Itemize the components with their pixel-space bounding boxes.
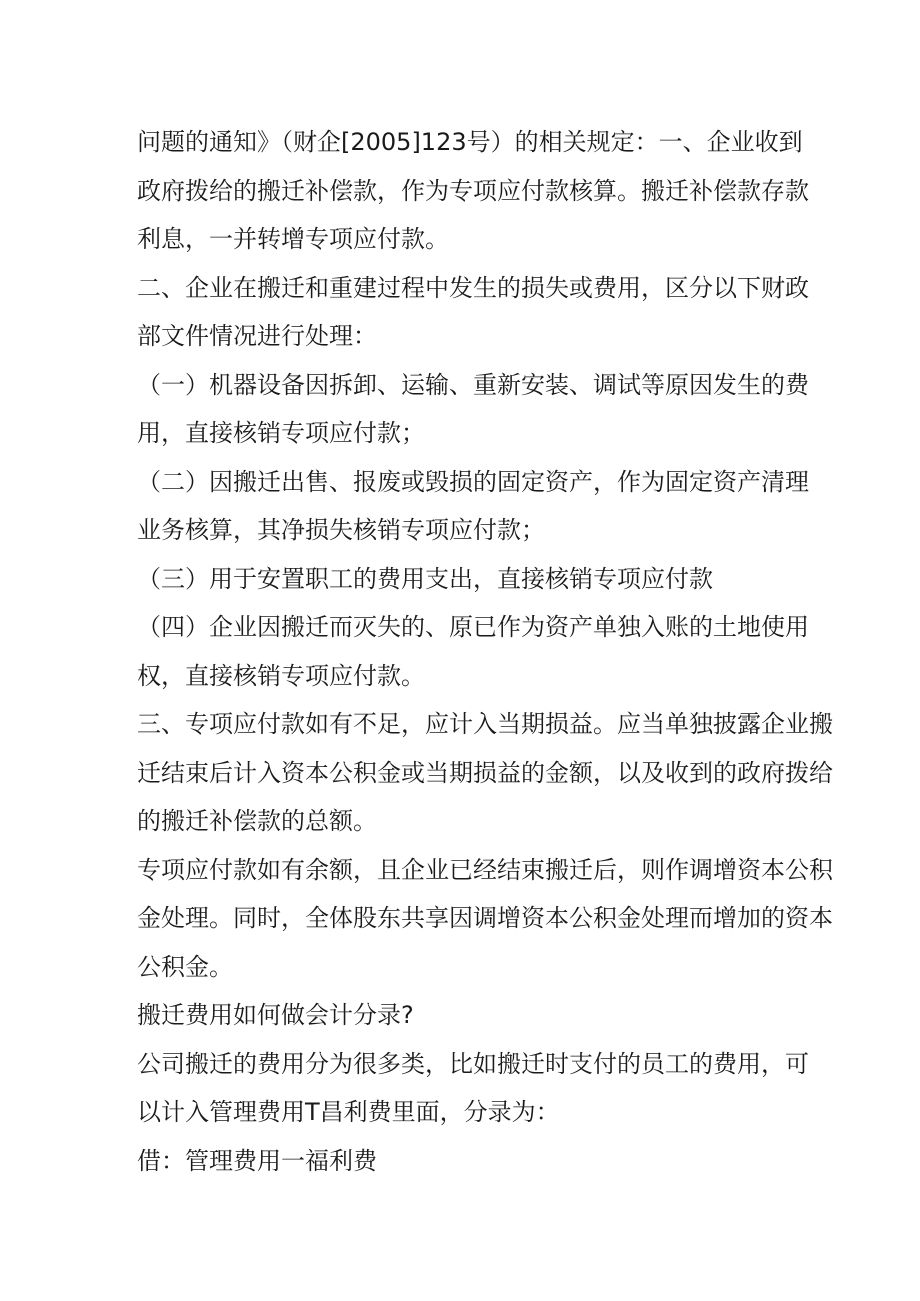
text-line: 政府拨给的搬迁补偿款，作为专项应付款核算。搬迁补偿款存款 (137, 176, 809, 205)
text-line: 公积金。 (137, 952, 233, 981)
document-body (137, 118, 833, 1185)
paragraph-answer (137, 1040, 809, 1137)
text-line: 部文件情况进行处理： (137, 322, 377, 350)
text-line: 迁结束后计入资本公积金或当期损益的金额，以及收到的政府拨给 (137, 758, 833, 787)
text-line: 权，直接核销专项应付款。 (137, 661, 425, 690)
text-line: 的搬迁补偿款的总额。 (137, 807, 377, 835)
text-line: 搬迁费用如何做会计分录? (137, 1001, 414, 1029)
text-line: 借：管理费用一福利费 (137, 1146, 377, 1175)
text-line: （三）用于安置职工的费用支出，直接核销专项应付款 (137, 564, 713, 593)
text-line: （二）因搬迁出售、报废或毁损的固定资产，作为固定资产清理 (137, 467, 809, 496)
paragraph-item-two (137, 458, 809, 555)
text-line: 三、专项应付款如有不足，应计入当期损益。应当单独披露企业搬 (137, 710, 833, 738)
text-line: 专项应付款如有余额，且企业已经结束搬迁后，则作调增资本公积 (137, 855, 833, 884)
text-line: （一）机器设备因拆卸、运输、重新安装、调试等原因发生的费 (137, 370, 809, 399)
text-line: 用，直接核销专项应付款； (137, 419, 425, 447)
text-line: 业务核算，其净损失核销专项应付款； (137, 516, 545, 544)
text-line: 二、企业在搬迁和重建过程中发生的损失或费用，区分以下财政 (137, 273, 809, 302)
paragraph-question (137, 991, 802, 1040)
paragraph-item-three (137, 555, 802, 604)
paragraph-notice-provisions (137, 118, 809, 264)
paragraph-item-four (137, 603, 809, 700)
paragraph-surplus (137, 846, 833, 992)
paragraph-journal-entry (137, 1137, 802, 1186)
text-line: 以计入管理费用T昌利费里面，分录为： (137, 1098, 560, 1126)
text-line: 问题的通知》（财企[2005]123号）的相关规定：一、企业收到 (137, 128, 803, 156)
text-line: 公司搬迁的费用分为很多类，比如搬迁时支付的员工的费用，可 (137, 1049, 809, 1078)
paragraph-item-one (137, 361, 809, 458)
text-line: 金处理。同时，全体股东共享因调增资本公积金处理而增加的资本 (137, 904, 833, 932)
paragraph-section-two (137, 264, 809, 361)
text-line: （四）企业因搬迁而灭失的、原已作为资产单独入账的土地使用 (137, 613, 809, 641)
paragraph-section-three (137, 700, 833, 846)
text-line: 利息，一并转增专项应付款。 (137, 225, 449, 253)
